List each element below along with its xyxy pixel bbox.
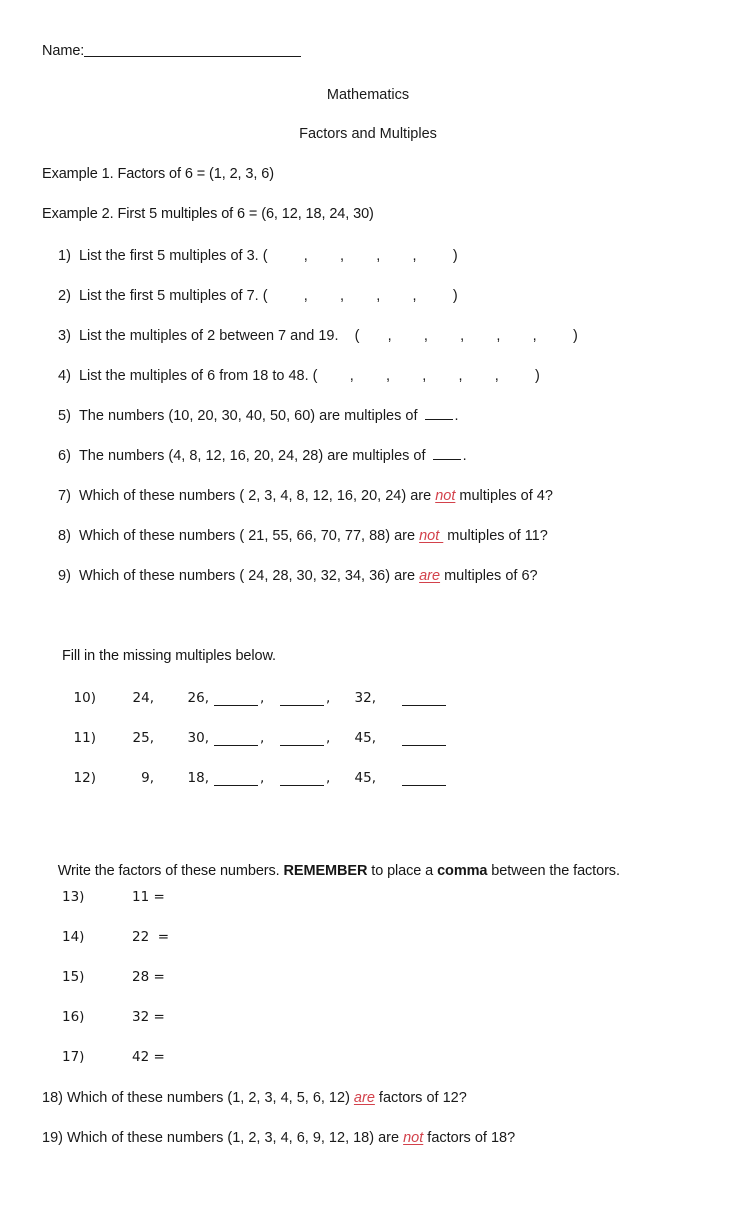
given-value-3: 45, [354,770,376,786]
answer-blank-3[interactable] [402,705,446,706]
question-text-tail: factors of 12? [374,1090,467,1106]
question-text: The numbers (10, 20, 30, 40, 50, 60) are multiples of [78,408,422,424]
given-value-2: 26, [187,690,209,706]
question-text-tail: factors of 18? [423,1130,516,1146]
question-6 [58,448,467,464]
factors-heading-part1: Write the factors of these numbers. [57,862,284,879]
separator-comma: , [326,770,331,786]
factor-question-row [62,1009,362,1029]
question-1 [58,248,458,264]
question-text-tail: multiples of 6? [440,568,538,584]
question-text: List the first 5 multiples of 3. ( [78,248,268,264]
separator-comma: , [260,770,265,786]
factors-section-heading [42,849,620,893]
example-2: Example 2. First 5 multiples of 6 = (6, 12, 18, 24, 30) [42,206,374,222]
given-value-2: 18, [187,770,209,786]
question-19 [42,1130,515,1146]
separator-comma: , [326,730,331,746]
question-number: 7) [58,488,79,504]
question-18 [42,1090,467,1106]
answer-slots[interactable]: , , , , ) [267,248,458,264]
question-text: List the multiples of 2 between 7 and 19. ( [78,328,360,344]
answer-blank-3[interactable] [402,745,446,746]
factor-prompt[interactable]: 42 = [132,1049,165,1065]
question-text-tail: . [462,448,467,464]
row-number: 17) [62,1049,85,1065]
answer-blank-3[interactable] [402,785,446,786]
factors-heading-comma: comma [437,862,488,879]
answer-blank-2[interactable] [280,785,324,786]
factors-heading-part2: to place a [367,862,438,879]
emphasis-word: not [419,528,444,544]
answer-blank-2[interactable] [280,705,324,706]
question-9 [58,568,538,584]
page-title: Mathematics [326,87,410,103]
row-number: 16) [62,1009,85,1025]
name-label: Name: [42,43,85,59]
page-subtitle: Factors and Multiples [299,126,437,142]
question-text: List the first 5 multiples of 7. ( [78,288,268,304]
row-number: 13) [62,889,85,905]
answer-slots[interactable]: , , , , , ) [317,368,540,384]
emphasis-word: not [435,488,456,504]
row-number: 15) [62,969,85,985]
question-text: Which of these numbers ( 2, 3, 4, 8, 12, 16, 20, 24) are [78,488,436,504]
factor-question-row [62,929,362,949]
question-number: 8) [58,528,79,544]
answer-blank[interactable] [433,459,461,460]
question-2 [58,288,458,304]
row-number: 14) [62,929,85,945]
question-text-tail: multiples of 11? [443,528,548,544]
factor-prompt[interactable]: 22 = [132,929,170,945]
emphasis-word: not [403,1130,424,1146]
question-text: Which of these numbers ( 21, 55, 66, 70, 77, 88) are [78,528,420,544]
question-text: Which of these numbers (1, 2, 3, 4, 6, 9, 12, 18) are [67,1130,404,1146]
given-value-3: 32, [354,690,376,706]
factors-heading-remember: REMEMBER [283,862,368,879]
row-number: 10) [73,690,96,706]
factor-prompt[interactable]: 32 = [132,1009,165,1025]
given-value-3: 45, [354,730,376,746]
name-field-row [42,44,301,59]
factor-prompt[interactable]: 11 = [132,889,165,905]
factor-question-row [62,969,362,989]
separator-comma: , [260,730,265,746]
question-text: List the multiples of 6 from 18 to 48. ( [78,368,318,384]
question-number: 3) [58,328,79,344]
factors-heading-part3: between the factors. [487,862,620,879]
row-number: 12) [73,770,96,786]
separator-comma: , [326,690,331,706]
question-4 [58,368,540,384]
row-number: 11) [73,730,96,746]
question-text: The numbers (4, 8, 12, 16, 20, 24, 28) are multiples of [78,448,430,464]
fill-section-heading: Fill in the missing multiples below. [62,648,276,664]
emphasis-word: are [353,1090,375,1106]
question-text-tail: . [454,408,459,424]
question-number: 5) [58,408,79,424]
question-5 [58,408,459,424]
example-1: Example 1. Factors of 6 = (1, 2, 3, 6) [42,166,274,182]
answer-slots[interactable]: , , , , ) [267,288,458,304]
given-value-2: 30, [187,730,209,746]
answer-blank-1[interactable] [214,705,258,706]
question-text-tail: multiples of 4? [455,488,553,504]
answer-slots[interactable]: , , , , , ) [359,328,578,344]
question-number: 19) [42,1130,67,1146]
name-write-in-line[interactable] [84,56,301,57]
answer-blank[interactable] [425,419,453,420]
question-number: 18) [42,1090,67,1106]
answer-blank-1[interactable] [214,785,258,786]
given-value-1: 24, [132,690,154,706]
factor-question-row [62,889,362,909]
question-7 [58,488,553,504]
question-number: 1) [58,248,79,264]
question-number: 9) [58,568,79,584]
question-text: Which of these numbers (1, 2, 3, 4, 5, 6, 12) [67,1090,354,1106]
given-value-1: 25, [132,730,154,746]
question-number: 6) [58,448,79,464]
question-text: Which of these numbers ( 24, 28, 30, 32, 34, 36) are [78,568,420,584]
question-number: 4) [58,368,79,384]
separator-comma: , [260,690,265,706]
question-3 [58,328,578,344]
answer-blank-2[interactable] [280,745,324,746]
question-8 [58,528,548,544]
factor-prompt[interactable]: 28 = [132,969,165,985]
emphasis-word: are [419,568,441,584]
factor-question-row [62,1049,362,1069]
given-value-1: 9, [141,770,154,786]
answer-blank-1[interactable] [214,745,258,746]
question-number: 2) [58,288,79,304]
